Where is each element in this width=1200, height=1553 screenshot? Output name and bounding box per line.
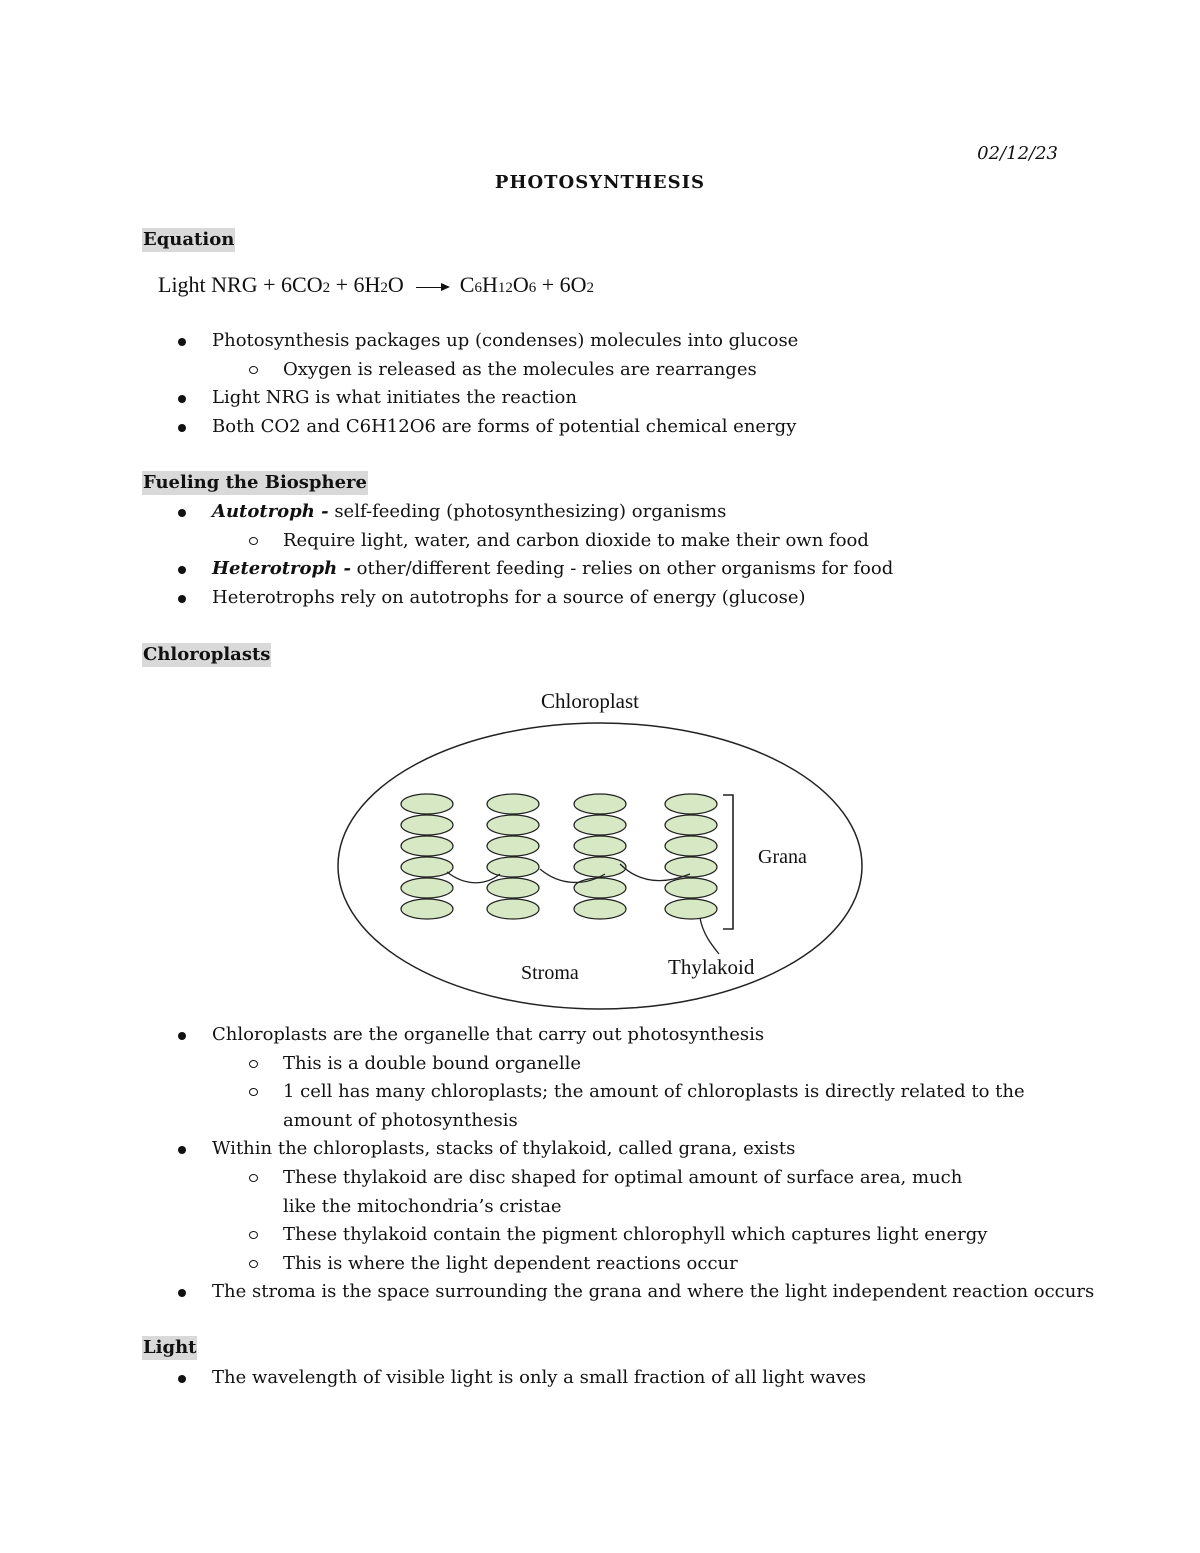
thylakoid-disc: [487, 878, 539, 898]
list-item: [0, 555, 1200, 584]
list-item: [0, 1250, 1200, 1279]
thylakoid-disc: [574, 878, 626, 898]
bullet-icon: [178, 1032, 186, 1040]
thylakoid-disc: [574, 836, 626, 856]
list-item: [0, 356, 1200, 385]
list-item-text: Light NRG is what initiates the reaction: [212, 387, 577, 409]
thylakoid-disc: [401, 836, 453, 856]
hollow-bullet-icon: [249, 537, 258, 545]
chloroplast-diagram: [335, 686, 870, 1021]
list-item: [0, 1135, 1200, 1164]
thylakoid-disc: [574, 899, 626, 919]
hollow-bullet-icon: [249, 366, 258, 374]
section-heading-equation: Equation: [143, 229, 235, 250]
list-item-text: This is a double bound organelle: [283, 1052, 581, 1074]
bullet-icon: [178, 1289, 186, 1297]
list-item-text: 1 cell has many chloroplasts; the amount of chloroplasts is directly related to the amount of photosynthesis: [283, 1081, 1025, 1131]
thylakoid-disc: [574, 857, 626, 877]
bullet-icon: [178, 338, 186, 346]
list-item-text: The wavelength of visible light is only a small fraction of all light waves: [212, 1367, 867, 1388]
thylakoid-disc: [665, 878, 717, 898]
list-item-text: These thylakoid are disc shaped for optimal amount of surface area, much like the mitochondria’s cristae: [283, 1166, 963, 1217]
photosynthesis-equation: [158, 272, 594, 298]
equation-subscript: 6: [474, 280, 482, 296]
thylakoid-pointer: [700, 918, 719, 954]
term-definition: self-feeding (photosynthesizing) organisms: [328, 501, 727, 522]
label-stroma: Stroma: [521, 962, 579, 984]
list-item: [0, 1021, 1200, 1050]
label-thylakoid: Thylakoid: [668, 955, 755, 979]
list-item: [0, 527, 1200, 556]
list-item: [0, 1050, 1200, 1079]
equation-term: Light NRG + 6CO: [158, 272, 323, 297]
list-item: [0, 1164, 1200, 1221]
bullet-icon: [178, 1375, 186, 1383]
equation-term: O: [512, 272, 529, 297]
page-title: PHOTOSYNTHESIS: [494, 172, 706, 193]
equation-term: + 6O: [536, 272, 587, 297]
document-date: 02/12/23: [977, 143, 1058, 164]
diagram-title: Chloroplast: [541, 689, 639, 713]
bullet-icon: [178, 424, 186, 432]
bullet-icon: [178, 509, 186, 517]
list-item-text: Chloroplasts are the organelle that carry out photosynthesis: [212, 1024, 765, 1045]
thylakoid-disc: [665, 794, 717, 814]
thylakoid-disc: [401, 815, 453, 835]
list-item: [0, 1078, 1200, 1135]
equation-term: O: [387, 272, 404, 297]
hollow-bullet-icon: [249, 1231, 258, 1239]
term-autotroph: Autotroph -: [212, 501, 329, 522]
equation-subscript: 2: [322, 280, 331, 296]
bullet-icon: [178, 1146, 186, 1154]
hollow-bullet-icon: [249, 1060, 258, 1068]
thylakoid-disc: [487, 899, 539, 919]
thylakoid-disc: [665, 899, 717, 919]
thylakoid-disc: [665, 836, 717, 856]
section-heading-light: Light: [143, 1337, 197, 1358]
equation-subscript: 2: [380, 280, 388, 296]
term-heterotroph: Heterotroph -: [212, 558, 351, 580]
thylakoid-disc: [487, 857, 539, 877]
section-heading-chloroplasts: Chloroplasts: [143, 644, 271, 665]
list-item-text: Heterotrophs rely on autotrophs for a source of energy (glucose): [212, 586, 806, 608]
bullet-icon: [178, 395, 186, 403]
bullet-icon: [178, 595, 186, 603]
thylakoid-disc: [487, 836, 539, 856]
equation-term: + 6H: [330, 272, 381, 297]
thylakoid-disc: [665, 815, 717, 835]
thylakoid-disc: [401, 794, 453, 814]
thylakoid-disc: [487, 815, 539, 835]
thylakoid-disc: [574, 815, 626, 835]
list-item-text: The stroma is the space surrounding the grana and where the light independent reaction occurs: [212, 1281, 1095, 1303]
list-item: [0, 498, 1200, 527]
label-grana: Grana: [758, 846, 807, 868]
term-definition: other/different feeding - relies on other organisms for food: [350, 558, 894, 580]
list-item-text: Photosynthesis packages up (condenses) molecules into glucose: [212, 330, 799, 351]
grana-bracket: [723, 795, 733, 929]
list-item: [0, 1278, 1200, 1307]
hollow-bullet-icon: [249, 1174, 258, 1182]
list-item-text: Require light, water, and carbon dioxide to make their own food: [283, 529, 869, 551]
list-item: [0, 327, 1200, 356]
hollow-bullet-icon: [249, 1088, 258, 1096]
equation-term: C: [459, 272, 475, 297]
equation-notes-list: [0, 327, 1200, 441]
stroma-lamellae: [447, 864, 690, 883]
list-item-text: This is where the light dependent reactions occur: [283, 1252, 738, 1274]
list-item: [0, 1221, 1200, 1250]
list-item-text: Both CO2 and C6H12O6 are forms of potential chemical energy: [212, 415, 797, 437]
list-item-text: Oxygen is released as the molecules are rearranges: [283, 358, 757, 380]
thylakoid-disc: [574, 794, 626, 814]
thylakoid-disc: [401, 899, 453, 919]
list-item-text: These thylakoid contain the pigment chlorophyll which captures light energy: [283, 1224, 988, 1246]
equation-subscript: 6: [528, 280, 537, 296]
thylakoid-disc: [401, 857, 453, 877]
list-item: [0, 384, 1200, 413]
bullet-icon: [178, 566, 186, 574]
thylakoid-disc: [487, 794, 539, 814]
grana-stacks: [401, 794, 717, 919]
light-list: [0, 1364, 1200, 1393]
chloroplasts-list: [0, 1021, 1200, 1307]
equation-subscript: 12: [497, 280, 513, 296]
thylakoid-disc: [401, 878, 453, 898]
list-item-text: Within the chloroplasts, stacks of thylakoid, called grana, exists: [212, 1138, 796, 1160]
hollow-bullet-icon: [249, 1260, 258, 1268]
list-item: [0, 413, 1200, 442]
biosphere-list: [0, 498, 1200, 612]
thylakoid-disc: [665, 857, 717, 877]
list-item: [0, 1364, 1200, 1393]
list-item: [0, 584, 1200, 613]
equation-subscript: 2: [586, 280, 595, 296]
reaction-arrow-icon: [416, 282, 450, 292]
equation-term: H: [481, 272, 498, 297]
section-heading-biosphere: Fueling the Biosphere: [143, 472, 367, 493]
